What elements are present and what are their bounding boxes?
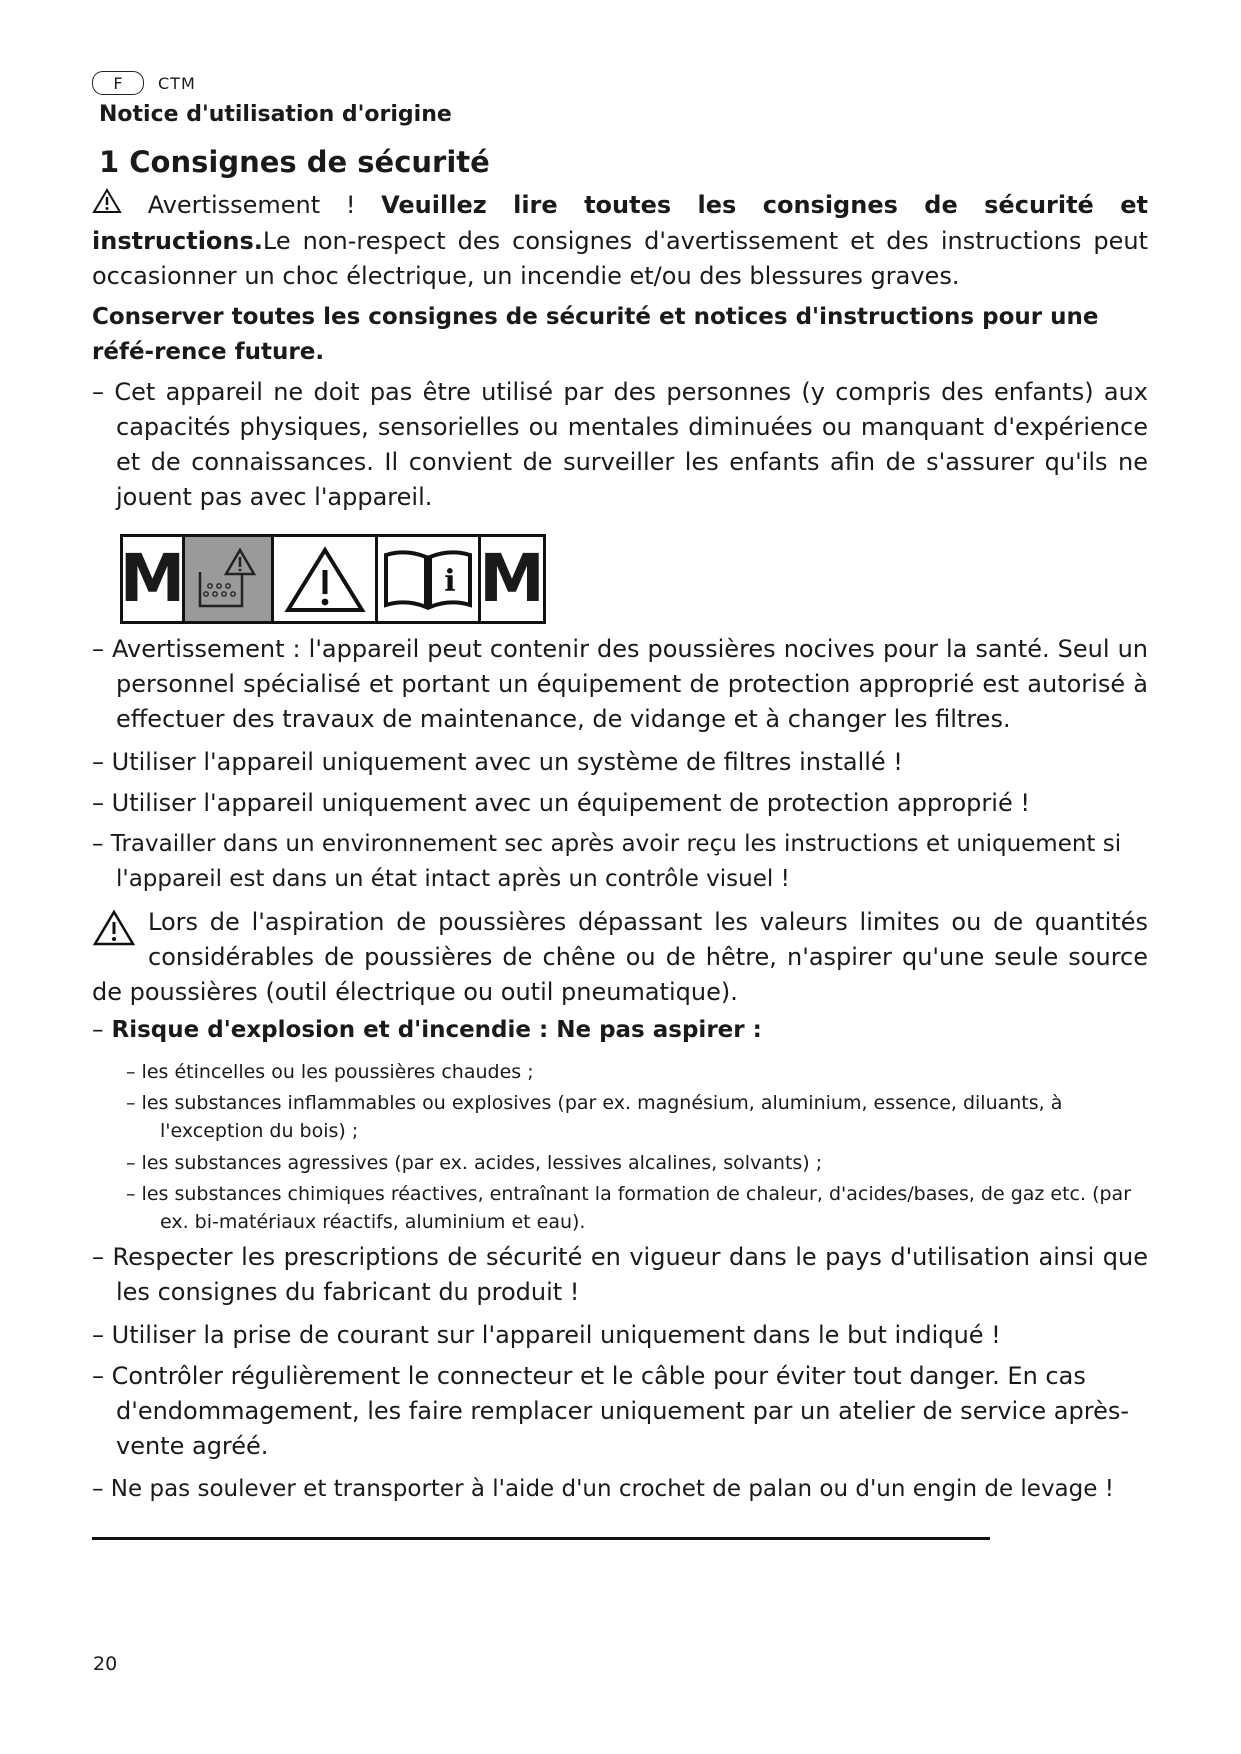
- warning-triangle-icon: [92, 188, 122, 224]
- warning-triangle-icon: [92, 909, 136, 957]
- product-code: CTM: [158, 73, 196, 93]
- keep-notice: Conserver toutes les consignes de sécurité et notices d'instructions pour une réfé-rence future.: [92, 304, 1099, 365]
- info-letter: i: [444, 564, 456, 599]
- dust-class-m-right: M: [479, 540, 545, 617]
- limit-warning-block: [92, 905, 1148, 1010]
- list-item-socket: – Utiliser la prise de courant sur l'appareil uniquement dans le but indiqué !: [92, 1321, 1001, 1349]
- warning-label: Avertissement !: [147, 191, 356, 219]
- list-item-no-lifting: – Ne pas soulever et transporter à l'aide d'un crochet de palan ou d'un engin de levage !: [92, 1476, 1114, 1502]
- dust-class-m-left: M: [123, 537, 185, 621]
- list-item-dry-environment: – Travailler dans un environnement sec après avoir reçu les instructions et uniquement si l'appareil est dans un état intact après un contrôle visuel !: [92, 831, 1122, 892]
- header-row: [92, 71, 196, 95]
- list-item-protection: – Utiliser l'appareil uniquement avec un équipement de protection approprié !: [92, 789, 1030, 817]
- list-item-regulations: – Respecter les prescriptions de sécurité en vigueur dans le pays d'utilisation ainsi que les consignes du fabricant du produit !: [92, 1243, 1148, 1306]
- section-divider: [92, 1537, 990, 1540]
- sub-item-flammable: – les substances inflammables ou explosives (par ex. magnésium, aluminium, essence, diluants, à l'exception du bois) ;: [126, 1092, 1063, 1142]
- limit-warning-text: Lors de l'aspiration de poussières dépassant les valeurs limites ou de quantités considérables de poussières de chêne ou de hêtre, n'aspirer qu'une seule source de poussières (outil électrique ou outil pneumatique).: [92, 908, 1148, 1006]
- list-item-children: – Cet appareil ne doit pas être utilisé par des personnes (y compris des enfants) aux capacités physiques, sensorielles ou mentales diminuées ou manquant d'expérience et de connaissances. Il convient de surveiller les enfants afin de s'assurer qu'ils ne jouent pas avec l'appareil.: [92, 378, 1148, 511]
- list-item-cable-check: – Contrôler régulièrement le connecteur et le câble pour éviter tout danger. En cas d'endommagement, les faire remplacer uniquement par un atelier de service après-vente agréé.: [92, 1362, 1129, 1460]
- explosion-dash: –: [92, 1017, 104, 1043]
- language-badge: F: [92, 71, 144, 95]
- general-warning-icon: [274, 537, 378, 621]
- section-title: 1 Consignes de sécurité: [99, 145, 490, 179]
- sub-item-aggressive: – les substances agressives (par ex. acides, lessives alcalines, solvants) ;: [126, 1152, 823, 1174]
- dust-container-icon: [185, 537, 274, 621]
- notice-title: Notice d'utilisation d'origine: [99, 102, 452, 127]
- page-number: 20: [93, 1653, 118, 1675]
- sub-item-reactive: – les substances chimiques réactives, entraînant la formation de chaleur, d'acides/bases, de gaz etc. (par ex. bi-matériaux réactifs, aluminium et eau).: [126, 1183, 1132, 1233]
- list-item-dust-warning: – Avertissement : l'appareil peut contenir des poussières nocives pour la santé. Seul un personnel spécialisé et portant un équipement de protection approprié est autorisé à effectuer des travaux de maintenance, de vidange et à changer les filtres.: [92, 635, 1148, 733]
- read-manual-icon: [378, 537, 481, 621]
- warning-text: Le non-respect des consignes d'avertissement et des instructions peut occasionner un choc électrique, un incendie et/ou des blessures graves.: [92, 227, 1148, 290]
- sub-item-sparks: – les étincelles ou les poussières chaudes ;: [126, 1061, 534, 1083]
- warning-intro: [92, 188, 1148, 294]
- list-item-filters: – Utiliser l'appareil uniquement avec un système de filtres installé !: [92, 748, 903, 776]
- explosion-heading: Risque d'explosion et d'incendie : Ne pas aspirer :: [111, 1017, 762, 1043]
- explosion-heading-row: [92, 1013, 1148, 1048]
- warning-bold-text: Veuillez lire toutes les consignes de sécurité et instructions.: [92, 191, 1148, 255]
- pictogram-strip: [120, 534, 546, 624]
